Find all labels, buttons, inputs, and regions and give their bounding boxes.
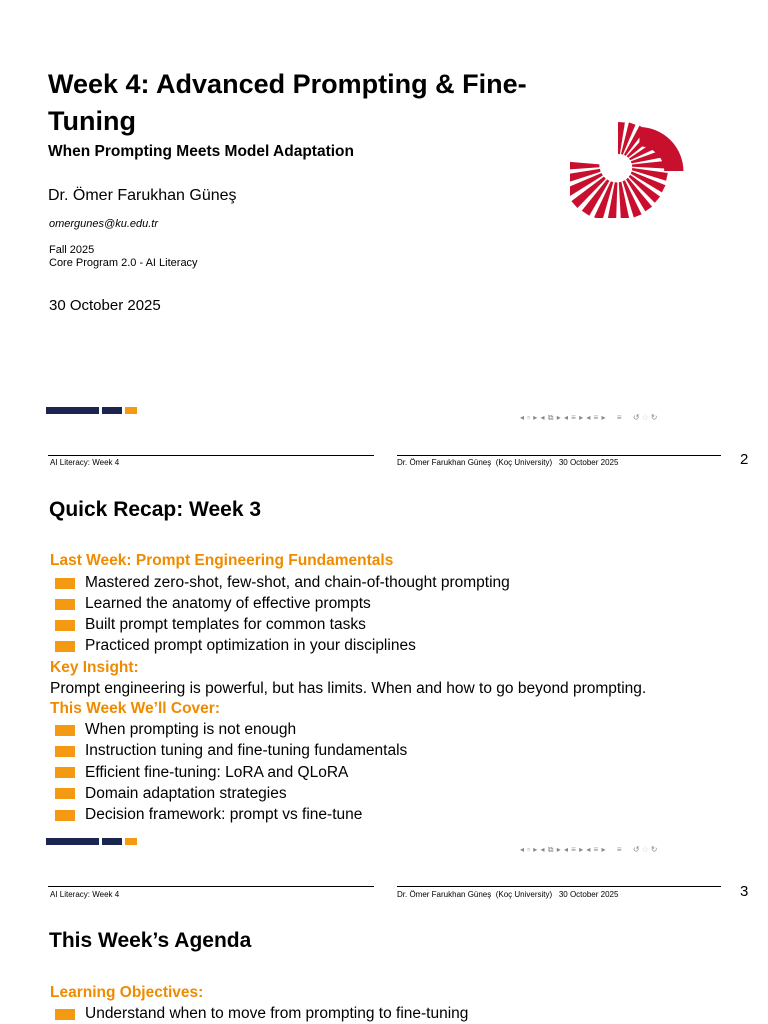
bullet-square-icon [55,746,75,757]
beamer-navigation-symbols[interactable]: ◂ ▫ ▸ ◂ ⧉ ▸ ◂ ≡ ▸ ◂ ≡ ▸ ≡ ↺ ◌ ↻ [520,845,659,854]
list-item-text: When prompting is not enough [85,721,297,738]
list-item [55,742,407,760]
author-email: omergunes@ku.edu.tr [49,218,159,230]
logo-ray [570,161,599,171]
list-item [55,637,416,655]
bullet-square-icon [55,578,75,589]
slide1-title: Week 4: Advanced Prompting & Fine-Tuning [48,69,527,136]
list-item [55,785,287,803]
footer-rule-right [397,886,721,887]
list-item-text: Domain adaptation strategies [85,784,287,802]
beamer-navigation-symbols[interactable]: ◂ ▫ ▸ ◂ ⧉ ▸ ◂ ≡ ▸ ◂ ≡ ▸ ≡ ↺ ◌ ↻ [520,413,659,422]
author-name: Dr. Ömer Farukhan Güneş [48,187,237,204]
list-item-text: Decision framework: prompt vs fine-tune [85,806,363,824]
slide2-title: Quick Recap: Week 3 [49,498,262,521]
list-item [55,1005,468,1023]
list-item-text: Mastered zero-shot, few-shot, and chain-of-thought prompting [85,574,510,591]
bullet-square-icon [55,788,75,799]
slide1-date: 30 October 2025 [49,297,161,314]
list-item [55,806,362,824]
list-item-text: Efficient fine-tuning: LoRA and QLoRA [85,763,349,781]
this-week-heading: This Week We’ll Cover: [50,700,220,717]
bullet-square-icon [55,1009,75,1020]
list-item-text: Instruction tuning and fine-tuning fundamentals [85,742,408,760]
footer-left: AI Literacy: Week 4 [50,458,120,467]
key-insight-text: Prompt engineering is powerful, but has limits. When and how to go beyond prompting. [50,680,647,697]
bullet-square-icon [55,620,75,631]
slide-bars [46,407,138,414]
bullet-square-icon [55,767,75,778]
list-item [55,574,510,592]
footer-right: Dr. Ömer Farukhan Güneş (Koç University) 30 October 2025 [397,890,619,899]
footer-rule-left [48,455,374,456]
list-item-text: Built prompt templates for common tasks [85,616,366,633]
bullet-square-icon [55,599,75,610]
footer-right: Dr. Ömer Farukhan Güneş (Koç University) 30 October 2025 [397,458,619,467]
page-number: 2 [740,451,749,468]
slide3-title: This Week’s Agenda [49,929,252,952]
slide1-subtitle: When Prompting Meets Model Adaptation [48,143,354,160]
koc-university-logo [570,118,710,218]
bullet-square-icon [55,725,75,736]
list-item [55,721,296,739]
objectives-heading: Learning Objectives: [50,984,204,1001]
key-insight-heading: Key Insight: [50,659,139,676]
footer-rule-right [397,455,721,456]
term: Fall 2025 [49,244,95,256]
program: Core Program 2.0 - AI Literacy [49,257,198,269]
bullet-square-icon [55,810,75,821]
last-week-heading: Last Week: Prompt Engineering Fundamentals [50,552,394,569]
list-item-text: Understand when to move from prompting to fine-tuning [85,1005,469,1022]
footer-rule-left [48,886,374,887]
list-item-text: Learned the anatomy of effective prompts [85,595,371,612]
list-item-text: Practiced prompt optimization in your disciplines [85,637,416,654]
list-item [55,616,366,634]
bullet-square-icon [55,641,75,652]
footer-left: AI Literacy: Week 4 [50,890,120,899]
slide-bars [46,838,138,845]
list-item [55,764,348,782]
list-item [55,595,371,613]
page-number: 3 [740,883,749,900]
